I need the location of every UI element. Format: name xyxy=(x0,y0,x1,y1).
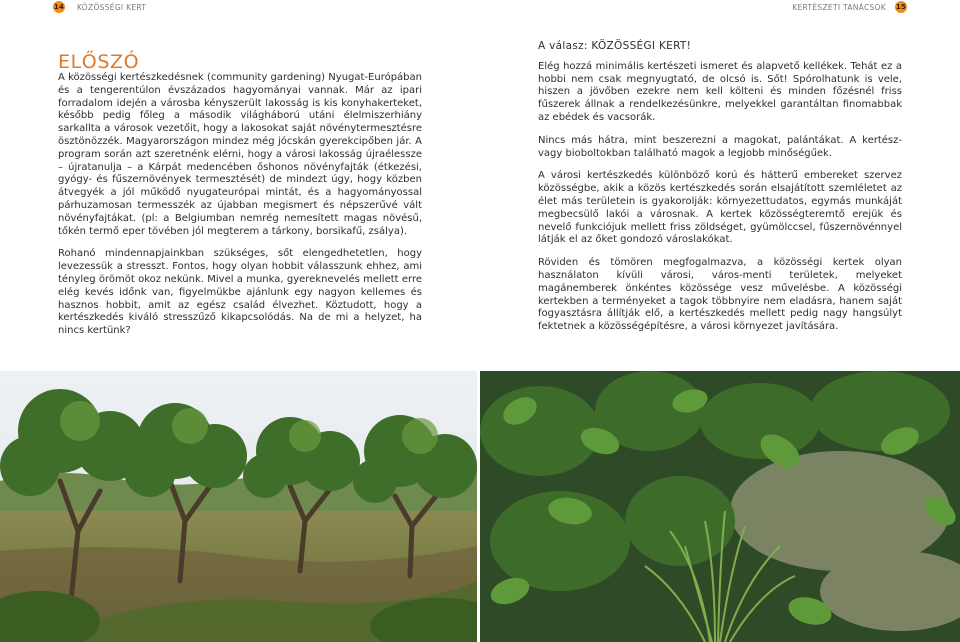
right-paragraph-2: Nincs más hátra, mint beszerezni a magokat, palántákat. A kertész- vagy bioboltokban található magok a legjobb minőségűek. xyxy=(538,134,902,159)
left-running-title: KÖZÖSSÉGI KERT xyxy=(77,2,147,12)
right-running-title: KERTÉSZETI TANÁCSOK xyxy=(792,2,886,12)
herbs-photo xyxy=(480,371,960,642)
left-text-column xyxy=(58,72,422,348)
orchard-photo xyxy=(0,371,477,642)
left-page-number: 14 xyxy=(53,3,65,11)
right-text-column xyxy=(538,40,902,344)
left-paragraph-2: Rohanó mindennapjainkban szükséges, sőt elengedhetetlen, hogy levezessük a stresszt. Fontos, hogy olyan hobbit válasszunk ehhez, ami tényleg örömöt okoz nekünk. Mivel a munka, gyereknevelés mellett erre elég kevés időnk van, figyelmükbe ajánlunk egy nagyon kellemes és hasznos hobbit, amit az egész család élvezhet. Köztudott, hogy a kertészkedés kiváló stresszűző kikapcsolódás. Na de mi a helyzet, ha nincs kertünk? xyxy=(58,248,422,337)
left-paragraph-1: A közösségi kertészkedésnek (community gardening) Nyugat-Európában és a tengerentúlon évszázados hagyományai vannak. Már az ipari forradalom idején a városba kényszerült lakosság is kis konyhakerteket, később pedig főleg a második világháború utáni élelmiszerhiány sarkallta a városok vezetőit, hogy a lakosokat saját növénytermesztésre ösztönözzék. Magyarországon mindez még jócskán gyerekcipőben jár. A program során azt szeretnénk elérni, hogy a városi lakosság újraélessze – újratanulja – a Kárpát medencében őshonos növényfajták (étkezési, gyógy- és fűszernövények termesztését) de mindezt úgy, hogy közben átvegyék a jól működő nyugateurópai mintát, és a hagyományossal párhuzamosan termesszék az újabban megismert és népszerűvé vált növényfajtákat. (pl: a Belgiumban nemrég nemesített magas növésű, tőkén termő eper tövében jól megterem a tárkony, borsikafű, zsálya). xyxy=(58,72,422,237)
page-title: ELŐSZÓ xyxy=(58,50,140,73)
right-paragraph-3: A városi kertészkedés különböző korú és hátterű embereket szervez közösségbe, akik a közös kertészkedés során elsajátított szemléletet az élet más területein is gyakorolják: környezettudatos, egymás munkáját megbecsülő lakói a városnak. A kertek közösségteremtő erejük és nevelő funkciójuk mellett friss zöldséget, gyümölccsel, fűszernövénnyel látják el az őket gondozó városlakókat. xyxy=(538,170,902,246)
right-paragraph-4: Röviden és tömören megfogalmazva, a közösségi kertek olyan használaton kívüli városi, város-menti területek, melyeket magánemberek önkéntes közössége vesz művelésbe. A közösségi kertekben a terményeket a tagok többnyire nem eladásra, hanem saját fogyasztásra állítják elő, a kertészkedés mellett pedig nagy hangsúlyt fektetnek a közösségépítésre, a városi környezet javítására. xyxy=(538,257,902,333)
right-paragraph-1: Elég hozzá minimális kertészeti ismeret és alapvető kellékek. Tehát ez a hobbi nem csak megnyugtató, de olcsó is. Sőt! Spórolhatunk is vele, hiszen a jövőben ezekre nem kell költeni és minden főzésnél friss fűszerek állnak a rendelkezésünkre, melyekkel garantáltan finomabbak az ebédek és vacsorák. xyxy=(538,60,902,123)
left-running-header xyxy=(53,0,146,14)
right-subheading: A válasz: KÖZÖSSÉGI KERT! xyxy=(538,40,692,52)
right-running-header xyxy=(792,0,907,14)
right-page-number: 15 xyxy=(895,3,907,11)
